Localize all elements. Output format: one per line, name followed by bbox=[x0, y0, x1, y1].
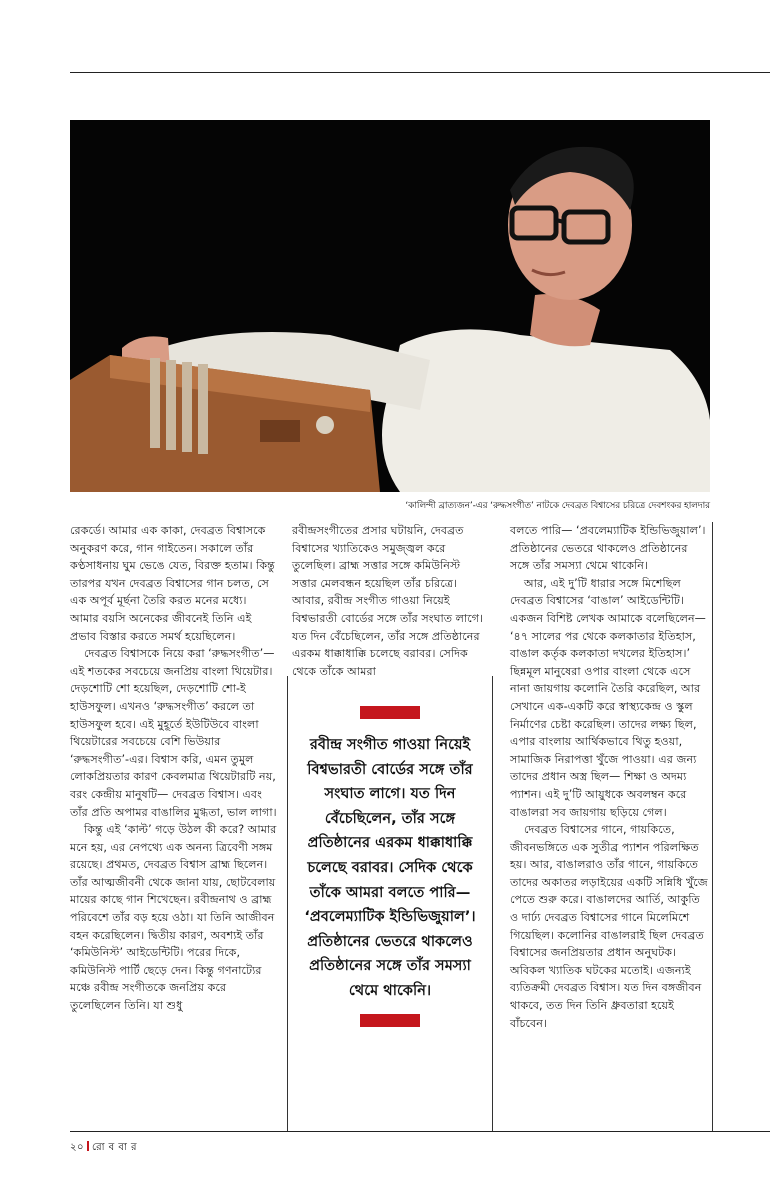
paragraph: দেবব্রত বিশ্বাসকে নিয়ে করা ‘রুদ্ধসংগীত’— এই শতকের সবচেয়ে জনপ্রিয় বাংলা থিয়েটার। দেড়শোটি শো হয়েছিল, দেড়শোটি শো-ই হাউসফুল। এখনও ‘রুদ্ধসংগীত’ করলে তা হাউসফুল হবে। এই মুহূর্তে ইউটিউবে বাংলা থিয়েটারের সবচেয়ে বেশি ভিউয়ার ‘রুদ্ধসংগীত’-এর। বিশ্বাস করি, এমন তুমুল লোকপ্রিয়তার কারণ কেবলমাত্র থিয়েটারটি নয়, বরং কেন্দ্রীয় মানুষটি— দেবব্রত বিশ্বাস। এবং তাঁর প্রতি অপামর বাঙালির মুগ্ধতা, ভাল লাগা। bbox=[70, 647, 277, 819]
text-column-2 bbox=[292, 522, 488, 680]
pull-quote-bottom-bar bbox=[360, 1014, 420, 1027]
pull-quote-text: রবীন্দ্র সংগীত গাওয়া নিয়েই বিশ্বভারতী বোর্ডের সঙ্গে তাঁর সংঘাত লাগে। যত দিন বেঁচেছিলেন, তাঁর সঙ্গে প্রতিষ্ঠানের এরকম ধাক্কাধাক্কি চলেছে বরাবর। সেদিক থেকে তাঁকে আমরা বলতে পারি— ‘প্রবলেম্যাটিক ইন্ডিভিজুয়াল’। প্রতিষ্ঠানের ভেতরে থাকলেও প্রতিষ্ঠানের সঙ্গে তাঁর সমস্যা থেমে থাকেনি। bbox=[304, 736, 476, 999]
page-folio bbox=[70, 1140, 137, 1157]
column-divider bbox=[287, 676, 288, 1131]
paragraph: কিন্তু এই ‘কাল্ট’ গড়ে উঠল কী করে? আমার মনে হয়, এর নেপথ্যে এক অনন্য ত্রিবেণী সঙ্গম রয়েছে। প্রথমত, দেবব্রত বিশ্বাস ব্রাহ্ম ছিলেন। তাঁর আত্মজীবনী থেকে জানা যায়, ছোটবেলায় মায়ের কাছে গান শিখেছেন। রবীন্দ্রনাথ ও ব্রাহ্ম পরিবেশে তাঁর বড় হয়ে ওঠা। যা তিনি আজীবন বহন করেছিলেন। দ্বিতীয় কারণ, অবশ্যই তাঁর ‘কমিউনিস্ট’ আইডেন্টিটি। পরের দিকে, কমিউনিস্ট পার্টি ছেড়ে দেন। কিন্তু গণনাট্যের মঞ্চে রবীন্দ্র সংগীতকে জনপ্রিয় করে তুলেছিলেন তিনি। যা শুধু bbox=[70, 823, 277, 1013]
column-divider bbox=[712, 522, 713, 1131]
paragraph: বলতে পারি— ‘প্রবলেম্যাটিক ইন্ডিভিজুয়াল’। প্রতিষ্ঠানের ভেতরে থাকলেও প্রতিষ্ঠানের সঙ্গে তাঁর সমস্যা থেমে থাকেনি। bbox=[510, 524, 706, 573]
magazine-name: রো ব বা র bbox=[92, 1142, 138, 1153]
folio-divider bbox=[87, 1141, 89, 1151]
photo-illustration bbox=[70, 120, 710, 492]
paragraph: দেবব্রত বিশ্বাসের গানে, গায়কিতে, জীবনভঙ্গিতে এক সুতীব্র প্যাশন পরিলক্ষিত হয়। আর, বাঙালরাও তাঁর গানে, গায়কিতে তাদের অকাতর লড়াইয়ের একটি সন্নিধি খুঁজে পেতে শুরু করে। বাঙালদের আর্তি, আকুতি ও দার্ঢ্য দেবব্রত বিশ্বাসের গানে মিলেমিশে গিয়েছিল। কলোনির বাঙালরাই ছিল দেবব্রত বিশ্বাসের জনপ্রিয়তার প্রধান অনুঘটক। অবিকল খ্যাতিক ঘটকের মতোই। এজন্যই ব্যতিক্রমী দেবব্রত বিশ্বাস। যত দিন বঙ্গজীবন থাকবে, তত দিন তিনি ধ্রুবতারা হয়েই বাঁচবেন। bbox=[510, 823, 708, 1030]
paragraph: রবীন্দ্রসংগীতের প্রসার ঘটায়নি, দেবব্রত বিশ্বাসের খ্যাতিকেও সমুজ্জ্বল করে তুলেছিল। ব্রাহ্ম সত্তার সঙ্গে কমিউনিস্ট সত্তার মেলবন্ধন হয়েছিল তাঁর চরিত্রে। আবার, রবীন্দ্র সংগীত গাওয়া নিয়েই বিশ্বভারতী বোর্ডের সঙ্গে তাঁর সংঘাত লাগে। যত দিন বেঁচেছিলেন, তাঁর সঙ্গে প্রতিষ্ঠানের এরকম ধাক্কাধাক্কি চলেছে বরাবর। সেদিক থেকে তাঁকে আমরা bbox=[292, 524, 484, 678]
pull-quote bbox=[292, 706, 488, 1027]
feature-photo bbox=[70, 120, 710, 492]
page-number: ২০ bbox=[70, 1142, 85, 1153]
column-divider bbox=[492, 676, 493, 1131]
pull-quote-top-bar bbox=[360, 706, 420, 719]
top-rule bbox=[70, 72, 770, 73]
photo-caption: ‘কালিন্দী ব্রাত্যজন’-এর ‘রুদ্ধসংগীত’ নাটকে দেবব্রত বিশ্বাসের চরিত্রে দেবশংকর হালদার bbox=[405, 501, 710, 511]
text-column-1 bbox=[70, 522, 277, 1015]
paragraph: রেকর্ডে। আমার এক কাকা, দেবব্রত বিশ্বাসকে অনুকরণ করে, গান গাইতেন। সকালে তাঁর কণ্ঠসাধনায় ঘুম ভেঙে যেত, বিরক্ত হতাম। কিন্তু তারপর যখন দেবব্রত বিশ্বাসের গান চলত, সে এক অপূর্ব মূর্ছনা তৈরি করত মনের মধ্যে। আমার বয়সি অনেকের জীবনেই তিনি এই প্রভাব বিস্তার করতে সমর্থ হয়েছিলেন। bbox=[70, 524, 275, 643]
paragraph: আর, এই দু’টি ধারার সঙ্গে মিশেছিল দেবব্রত বিশ্বাসের ‘বাঙাল’ আইডেন্টিটি। একজন বিশিষ্ট লেখক আমাকে বলেছিলেন— ‘৪৭ সালের পর থেকে কলকাতার ইতিহাস, বাঙাল কর্তৃক কলকাতা দখলের ইতিহাস।’ ছিন্নমূল মানুষেরা ওপার বাংলা থেকে এসে নানা জায়গায় কলোনি তৈরি করেছিল, আর সেখানে এক-একটি করে স্বাস্থ্যকেন্দ্র ও স্কুল নির্মাণের চেষ্টা করেছিল। তাদের লক্ষ্য ছিল, এপার বাংলায় আর্থিকভাবে থিতু হওয়া, সামাজিক নিরাপত্তা খুঁজে পাওয়া। এর জন্য তাদের প্রধান অস্ত্র ছিল— শিক্ষা ও অদম্য প্যাশন। এই দু’টি আয়ুধকে অবলম্বন করে বাঙালরা সব জায়গায় ছড়িয়ে গেল। bbox=[510, 576, 706, 819]
text-column-3 bbox=[510, 522, 710, 1032]
bottom-rule bbox=[70, 1131, 770, 1132]
